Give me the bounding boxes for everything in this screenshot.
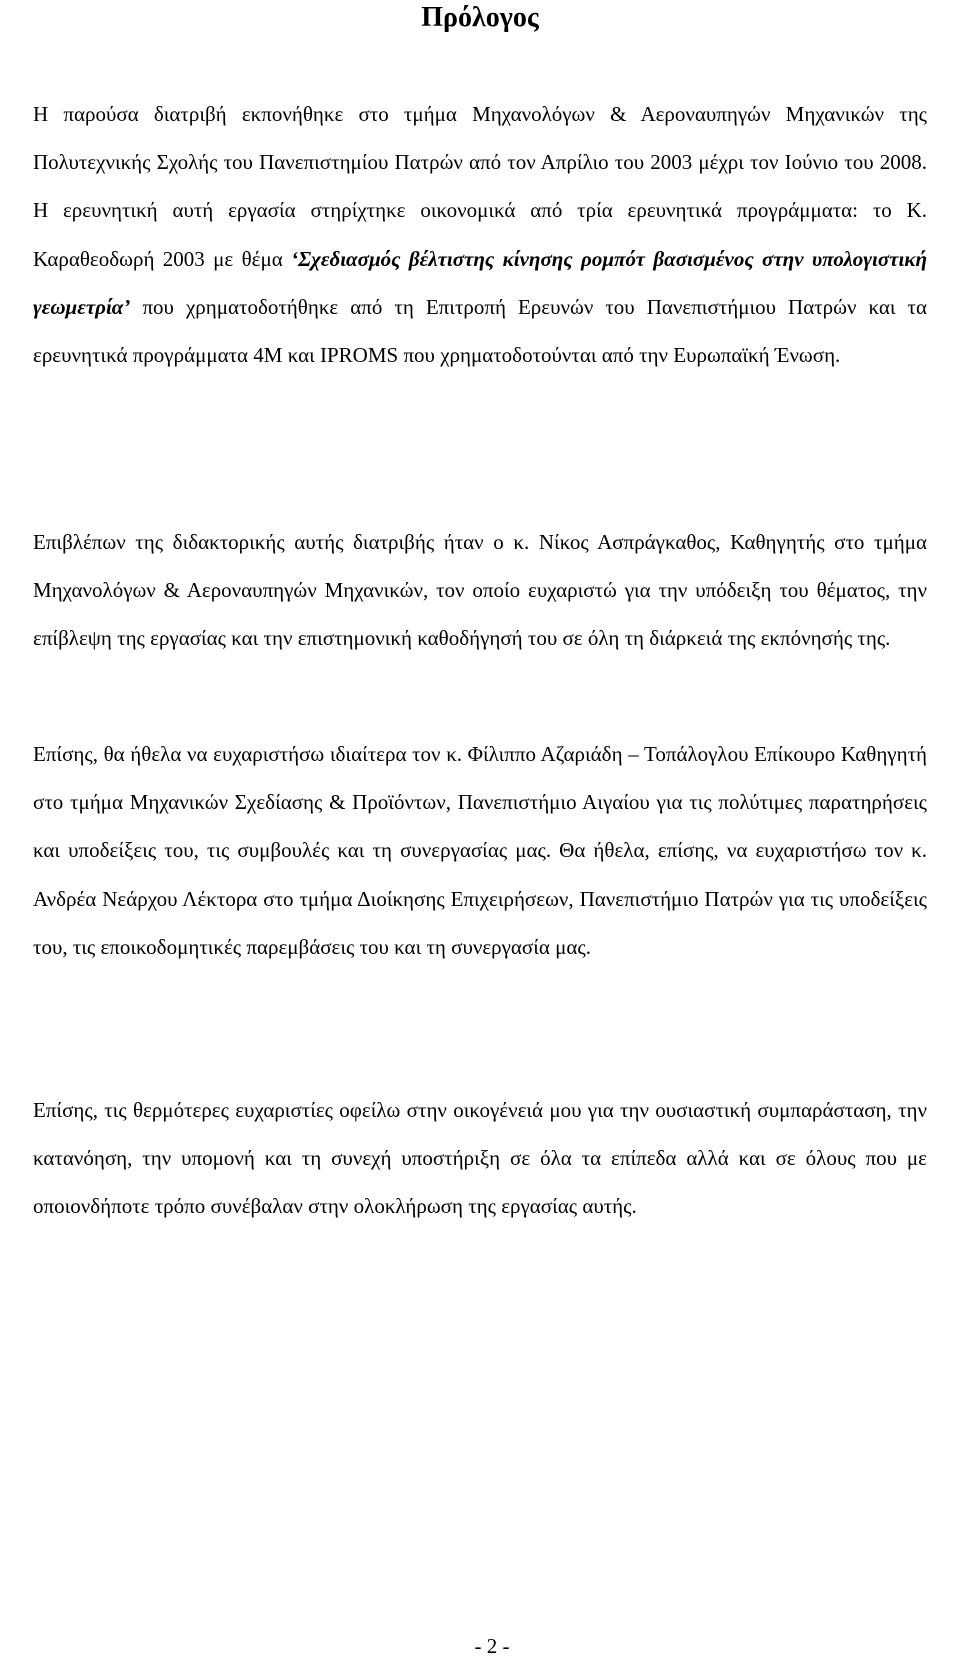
paragraph-family-thanks: Επίσης, τις θερμότερες ευχαριστίες οφείλω στην οικογένειά μου για την ουσιαστική συμπαράσταση, την κατανόηση, την υπομονή και τη συνεχή υποστήριξη σε όλα τα επίπεδα αλλά και σε όλους που με οποιονδήποτε τρόπο συνέβαλαν στην ολοκλήρωση της εργασίας αυτής. — [33, 1098, 927, 1219]
page-title: Πρόλογος — [421, 2, 539, 33]
paragraph-funding-rest: που χρηματοδοτήθηκε από τη Επιτροπή Ερευνών του Πανεπιστήμιου Πατρών και τα ερευνητικά προγράμματα 4M και IPROMS που χρηματοδοτούνται από την Ευρωπαϊκή Ένωση. — [33, 294, 927, 368]
paragraph-acknowledgements: Επίσης, θα ήθελα να ευχαριστήσω ιδιαίτερα τον κ. Φίλιππο Αζαριάδη – Τοπάλογλου Επίκουρο Καθηγητή στο τμήμα Μηχανικών Σχεδίασης & Προϊόντων, Πανεπιστήμιο Αιγαίου για τις πολύτιμες παρατηρήσεις και υποδείξεις του, τις συμβουλές και τη συνεργασίας μας. Θα ήθελα, επίσης, να ευχαριστήσω τον κ. Ανδρέα Νεάρχου Λέκτορα στο τμήμα Διοίκησης Επιχειρήσεων, Πανεπιστήμιο Πατρών για τις υποδείξεις του, τις εποικοδομητικές παρεμβάσεις του και τη συνεργασία μας. — [33, 742, 927, 959]
paragraph-funding — [33, 90, 927, 379]
research-subject-title: ‘Σχεδιασμός βέλτιστης κίνησης ρομπότ βασισμένος στην υπολογιστική γεωμετρία’ — [33, 246, 927, 319]
paragraph-supervisor: Επιβλέπων της διδακτορικής αυτής διατριβής ήταν ο κ. Νίκος Ασπράγκαθος, Καθηγητής στο τμήμα Μηχανολόγων & Αεροναυπηγών Μηχανικών, τον οποίο ευχαριστώ για την υπόδειξη του θέματος, την επίβλεψη της εργασίας και την επιστημονική καθοδήγησή του σε όλη τη διάρκειά της εκπόνησής της. — [33, 530, 927, 651]
page-number: - 2 - — [474, 1634, 510, 1658]
paragraph-funding-intro: Η παρούσα διατριβή εκπονήθηκε στο τμήμα Μηχανολόγων & Αεροναυπηγών Μηχανικών της Πολυτεχνικής Σχολής του Πανεπιστημίου Πατρών από τον Απρίλιο του 2003 μέχρι τον Ιούνιο του 2008. Η ερευνητική αυτή εργασία στηρίχτηκε οικονομικά από τρία ερευνητικά προγράμματα: το Κ. Καραθεοδωρή 2003 με θέμα — [33, 102, 927, 271]
page-footer — [0, 1632, 960, 1660]
